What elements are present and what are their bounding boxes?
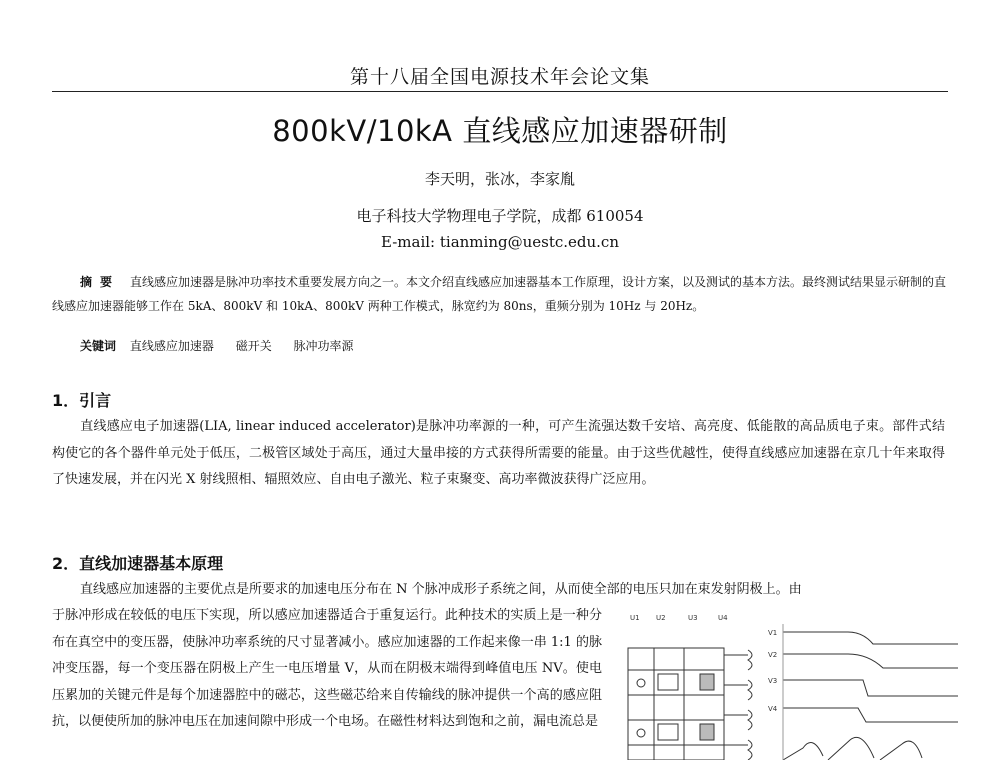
capacitor-block: [658, 674, 678, 690]
waveform-line: [783, 708, 958, 722]
switch-block: [700, 724, 714, 740]
waveform-line: [783, 743, 823, 760]
circuit-label: U2: [656, 614, 666, 622]
paper-affiliation: 电子科技大学物理电子学院，成都 610054: [356, 207, 644, 225]
section-heading-intro: 1．引言: [52, 391, 112, 410]
section-body-intro: [52, 414, 945, 494]
circuit-frame: [628, 648, 724, 760]
waveform-line: [880, 741, 922, 760]
circuit-label: U3: [688, 614, 698, 622]
abstract-text: 直线感应加速器是脉冲功率技术重要发展方向之一。本文介绍直线感应加速器基本工作原理，设计方案，以及测试的基本方法。最终测试结果显示研制的直线感应加速器能够工作在 5kA、800kV 和 10kA、800kV 两种工作模式，脉宽约为 80ns，重频分别为 10Hz 与 20Hz。: [52, 275, 947, 313]
core-coil: [748, 650, 752, 670]
keyword: 磁开关: [235, 339, 272, 353]
figure-accelerator: [618, 610, 990, 764]
waveform-label: V1: [768, 629, 778, 637]
paper-authors: 李天明，张冰，李家胤: [424, 170, 575, 188]
figure-svg: [618, 610, 990, 760]
switch-block: [700, 674, 714, 690]
capacitor-block: [658, 724, 678, 740]
core-coil: [748, 740, 752, 760]
waveform-line: [783, 680, 958, 696]
running-head: 第十八届全国电源技术年会论文集: [349, 66, 650, 88]
waveform-label: V4: [768, 705, 778, 713]
waveform-label: V3: [768, 677, 778, 685]
section-heading-principle: 2．直线加速器基本原理: [52, 554, 224, 573]
core-coil: [748, 680, 752, 700]
keywords: [80, 337, 372, 354]
section-body-text: 直线感应电子加速器(LIA, linear induced accelerator)是脉冲功率源的一种，可产生流强达数千安培、高亮度、低能散的高品质电子束。部件式结构使它的各个器件单元处于低压，二极管区域处于高压，通过大量串接的方式获得所需要的能量。由于这些优越性，使得直线感应加速器在京几十年来取得了快速发展，并在闪光 X 射线照相、辐照效应、自由电子激光、粒子束聚变、高功率微波获得广泛应用。: [52, 419, 945, 487]
circuit-label: U4: [718, 614, 728, 622]
keyword: 脉冲功率源: [293, 339, 354, 353]
section-body-text: 直线感应加速器的主要优点是所要求的加速电压分布在 N 个脉冲成形子系统之间，从而使全部的电压只加在束发射阴极上。由: [80, 582, 802, 597]
paper-title: 800kV/10kA 直线感应加速器研制: [272, 114, 728, 148]
paper-email: E-mail: tianming@uestc.edu.cn: [381, 233, 619, 251]
section-body-principle-rest: 于脉冲形成在较低的电压下实现，所以感应加速器适合于重复运行。此种技术的实质上是一种分布在真空中的变压器，使脉冲功率系统的尺寸显著减小。感应加速器的工作起来像一串 1:1 的脉冲变压器，每一个变压器在阴极上产生一电压增量 V，从而在阴极末端得到峰值电压 NV。使电压累加的关键元件是每个加速器腔中的磁芯，这些磁芯给来自传输线的脉冲提供一个高的感应阻抗，以便使所加的脉冲电压在加速间隙中形成一个电场。在磁性材料达到饱和之前，漏电流总是: [52, 608, 602, 729]
abstract-label: 摘要: [80, 275, 121, 289]
core-coil: [748, 710, 752, 730]
waveform-line: [828, 737, 874, 760]
waveform-label: V2: [768, 651, 778, 659]
circuit-label: U1: [630, 614, 640, 622]
keywords-label: 关键词: [80, 339, 117, 353]
waveform-line: [783, 654, 958, 668]
keyword: 直线感应加速器: [129, 339, 214, 353]
waveform-line: [783, 632, 958, 644]
abstract: [52, 270, 948, 318]
section-body-principle-first: [52, 577, 945, 604]
header-rule: [52, 91, 948, 92]
